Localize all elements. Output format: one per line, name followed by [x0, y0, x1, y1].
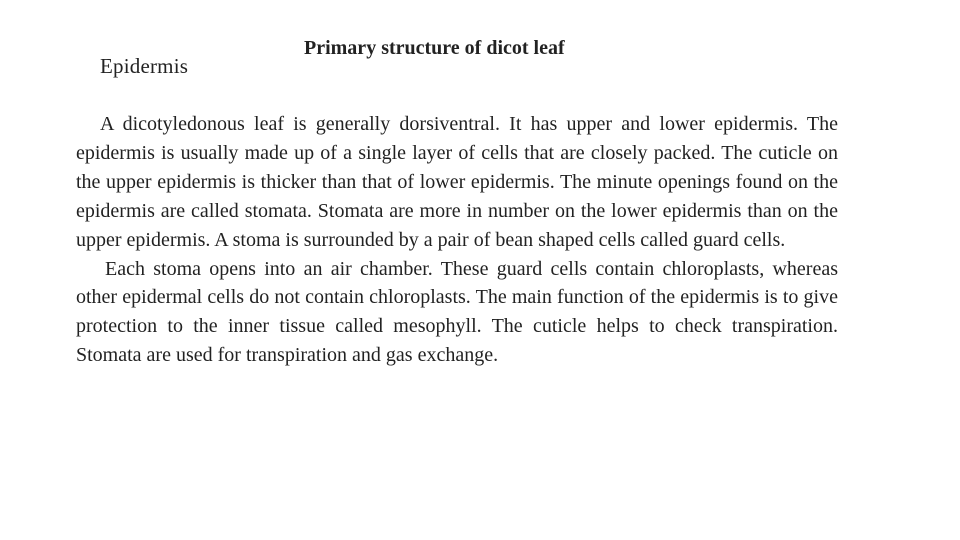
body-text — [76, 110, 838, 370]
page-title: Primary structure of dicot leaf — [304, 37, 565, 59]
section-heading: Epidermis — [100, 54, 189, 78]
paragraph-epidermis-description: A dicotyledonous leaf is generally dorsiventral. It has upper and lower epidermis. The epidermis is usually made up of a single layer of cells that are closely packed. The cuticle on the upper epidermis is thicker than that of lower epidermis. The minute openings found on the epidermis are called stomata. Stomata are more in number on the lower epidermis than on the upper epidermis. A stoma is surrounded by a pair of bean shaped cells called guard cells. — [76, 113, 838, 251]
paragraph-stoma-function: Each stoma opens into an air chamber. These guard cells contain chloroplasts, whereas other epidermal cells do not contain chloroplasts. The main function of the epidermis is to give protection to the inner tissue called mesophyll. The cuticle helps to check transpiration. Stomata are used for transpiration and gas exchange. — [76, 257, 838, 367]
